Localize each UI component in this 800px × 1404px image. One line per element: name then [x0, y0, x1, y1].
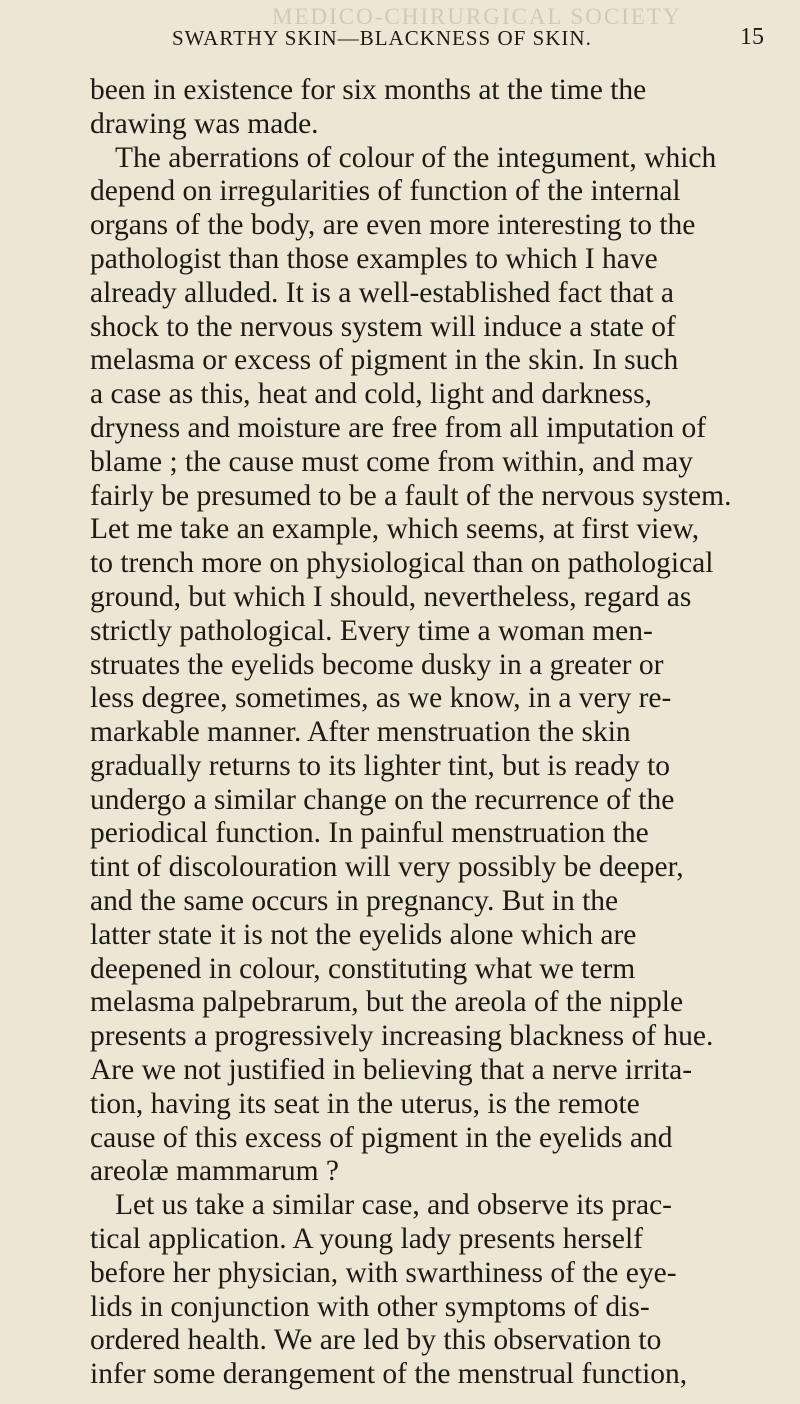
text-line: organs of the body, are even more interesting to the: [90, 209, 696, 242]
text-line: depend on irregularities of function of the internal: [90, 175, 681, 208]
text-line: struates the eyelids become dusky in a greater or: [90, 648, 664, 681]
text-line: ordered health. We are led by this observation to: [90, 1324, 662, 1357]
text-line: latter state it is not the eyelids alone which are: [90, 918, 637, 951]
text-line: lids in conjunction with other symptoms of dis-: [90, 1290, 650, 1323]
text-line: to trench more on physiological than on pathological: [90, 547, 714, 580]
page-number: 15: [740, 24, 764, 50]
text-line: shock to the nervous system will induce a state of: [90, 310, 676, 343]
text-line: gradually returns to its lighter tint, but is ready to: [90, 749, 671, 782]
text-line: Are we not justified in believing that a nerve irrita-: [90, 1054, 693, 1087]
text-line: Let me take an example, which seems, at first view,: [90, 513, 700, 546]
text-line: less degree, sometimes, as we know, in a very re-: [90, 682, 672, 715]
text-line: presents a progressively increasing blackness of hue.: [90, 1020, 714, 1053]
text-line: melasma palpebrarum, but the areola of the nipple: [90, 986, 684, 1019]
text-line: ground, but which I should, nevertheless, regard as: [90, 580, 692, 613]
text-line: a case as this, heat and cold, light and darkness,: [90, 378, 652, 411]
text-line: pathologist than those examples to which I have: [90, 242, 658, 275]
text-line: blame ; the cause must come from within, and may: [90, 445, 693, 478]
text-line: been in existence for six months at the time the: [90, 74, 647, 106]
text-line: infer some derangement of the menstrual function,: [90, 1358, 688, 1391]
library-stamp: MEDICO-CHIRURGICAL SOCIETY: [272, 4, 682, 29]
text-line: undergo a similar change on the recurrence of the: [90, 783, 675, 816]
text-line: already alluded. It is a well-established fact that a: [90, 276, 675, 309]
text-line: dryness and moisture are free from all imputation of: [90, 411, 707, 444]
text-line: tical application. A young lady presents herself: [90, 1223, 643, 1256]
text-line: Let us take a similar case, and observe its prac-: [115, 1189, 672, 1222]
text-line: melasma or excess of pigment in the skin. In such: [90, 344, 679, 377]
text-line: cause of this excess of pigment in the eyelids and: [90, 1121, 673, 1154]
text-line: and the same occurs in pregnancy. But in the: [90, 885, 619, 918]
running-head: SWARTHY SKIN—BLACKNESS OF SKIN.: [172, 26, 592, 50]
text-line: periodical function. In painful menstruation the: [90, 817, 649, 850]
text-line: drawing was made.: [90, 107, 319, 140]
text-line: The aberrations of colour of the integument, which: [115, 141, 717, 174]
text-line: fairly be presumed to be a fault of the nervous system.: [90, 479, 732, 512]
text-line: before her physician, with swarthiness of the eye-: [90, 1256, 677, 1289]
text-line: tint of discolouration will very possibly be deeper,: [90, 851, 684, 884]
text-line: deepened in colour, constituting what we term: [90, 952, 636, 985]
text-line: markable manner. After menstruation the skin: [90, 716, 631, 749]
text-line: areolæ mammarum ?: [90, 1155, 340, 1188]
text-line: tion, having its seat in the uterus, is the remote: [90, 1087, 640, 1120]
text-line: strictly pathological. Every time a woman men-: [90, 614, 653, 647]
